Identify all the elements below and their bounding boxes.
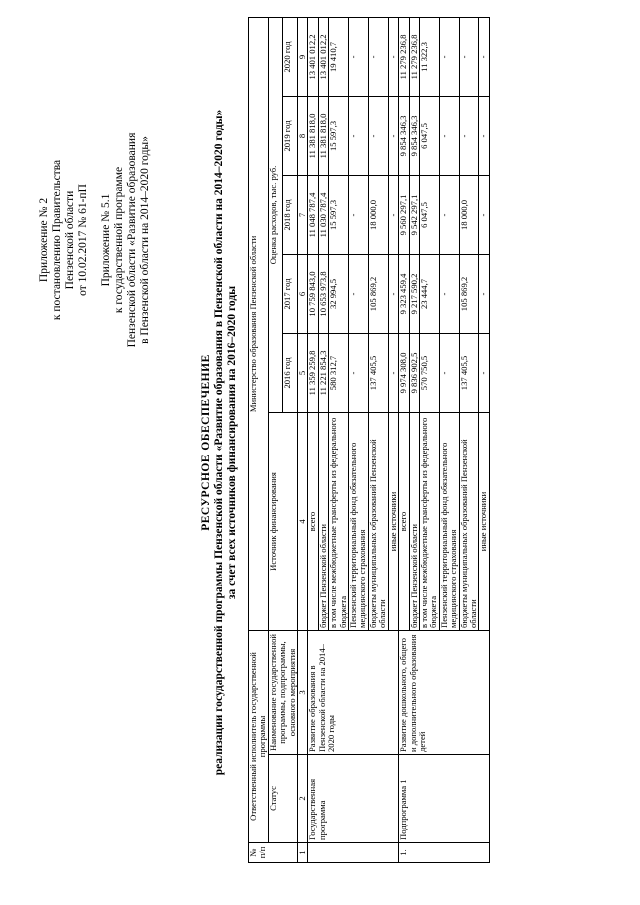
source-label: бюджеты муниципальных образований Пензенской области <box>459 413 479 631</box>
source-label: иные источники <box>388 413 398 631</box>
value-cell: 11 381 818,0 <box>318 97 328 176</box>
value-cell: 9 323 459,4 <box>399 255 409 334</box>
column-number: 7 <box>298 176 308 255</box>
value-cell: 13 401 012,2 <box>318 17 328 96</box>
value-cell: 11 030 787,4 <box>318 176 328 255</box>
value-cell: 10 653 973,8 <box>318 255 328 334</box>
value-cell: - <box>388 176 398 255</box>
value-cell: 11 359 259,8 <box>308 334 318 413</box>
column-number: 6 <box>298 255 308 334</box>
value-cell: - <box>439 17 459 96</box>
source-label: бюджет Пензенской области <box>318 413 328 631</box>
value-cell: 580 312,7 <box>329 334 349 413</box>
source-label: бюджет Пензенской области <box>409 413 419 631</box>
source-label: всего <box>399 413 409 631</box>
value-cell: - <box>349 17 369 96</box>
value-cell: 6 047,5 <box>419 97 439 176</box>
value-cell: - <box>349 334 369 413</box>
row-num: 1. <box>399 843 490 863</box>
value-cell: 6 047,5 <box>419 176 439 255</box>
value-cell: - <box>388 334 398 413</box>
table-row <box>399 17 409 862</box>
header-estimate: Оценка расходов, тыс. руб. <box>268 17 283 412</box>
value-cell: - <box>439 176 459 255</box>
value-cell: 19 410,7 <box>329 17 349 96</box>
row-name: Развитие дошкольного, общего и дополнительного образования детей <box>399 631 490 755</box>
column-number-row <box>298 17 308 862</box>
value-cell: 137 405,5 <box>368 334 388 413</box>
source-label: Пензенский территориальный фонд обязательного медицинского страхования <box>349 413 369 631</box>
header-year: 2017 год <box>283 255 298 334</box>
value-cell: - <box>459 17 479 96</box>
value-cell: 13 401 012,2 <box>308 17 318 96</box>
value-cell: 105 869,2 <box>368 255 388 334</box>
source-label: всего <box>308 413 318 631</box>
header-name: Наименование государственной программы, подпрограммы, основного мероприятия <box>268 631 297 755</box>
column-number: 5 <box>298 334 308 413</box>
value-cell: 11 279 236,8 <box>399 17 409 96</box>
column-number: 9 <box>298 17 308 96</box>
appendix-line: к постановлению Правительства <box>51 159 63 321</box>
value-cell: - <box>368 17 388 96</box>
value-cell: 137 405,5 <box>459 334 479 413</box>
value-cell: - <box>439 334 459 413</box>
appendix-line: в Пензенской области на 2014–2020 годы» <box>139 136 151 344</box>
value-cell: 9 974 308,0 <box>399 334 409 413</box>
column-number: 8 <box>298 97 308 176</box>
value-cell: 105 869,2 <box>459 255 479 334</box>
document-title <box>200 20 239 865</box>
value-cell: 9 217 590,2 <box>409 255 419 334</box>
value-cell: - <box>479 97 489 176</box>
value-cell: 11 048 787,4 <box>308 176 318 255</box>
value-cell: - <box>479 17 489 96</box>
value-cell: - <box>479 255 489 334</box>
value-cell: - <box>439 255 459 334</box>
resource-table <box>248 17 490 863</box>
value-cell: 570 750,5 <box>419 334 439 413</box>
header-row-2 <box>268 17 283 862</box>
appendix-line: Пензенской области «Развитие образования <box>126 132 138 348</box>
value-cell: 15 597,3 <box>329 176 349 255</box>
title-heading: РЕСУРСНОЕ ОБЕСПЕЧЕНИЕ <box>200 354 212 531</box>
row-status: Государственная программа <box>308 755 399 843</box>
column-number: 2 <box>298 755 308 843</box>
appendix-block <box>38 120 152 360</box>
row-name: Развитие образования в Пензенской области на 2014–2020 годы <box>308 631 399 755</box>
value-cell: 18 000,0 <box>459 176 479 255</box>
value-cell: 9 560 297,1 <box>399 176 409 255</box>
title-line-2: реализации государственной программы Пензенской области «Развитие образования в Пензенской области на 2014–2020 годы» <box>213 109 225 776</box>
appendix-line: от 10.02.2017 № 61-пП <box>77 184 89 296</box>
value-cell: - <box>459 97 479 176</box>
appendix-line: Приложение № 5.1 <box>100 193 112 287</box>
title-line-3: за счет всех источников финансирования на 2016–2020 годы <box>226 285 238 600</box>
column-number: 4 <box>298 413 308 631</box>
value-cell: - <box>368 97 388 176</box>
value-cell: 11 381 818,0 <box>308 97 318 176</box>
value-cell: - <box>479 176 489 255</box>
source-label: в том числе межбюджетные трансферты из федерального бюджета <box>329 413 349 631</box>
value-cell: 32 994,5 <box>329 255 349 334</box>
column-number: 3 <box>298 631 308 755</box>
value-cell: 9 854 346,3 <box>409 97 419 176</box>
value-cell: - <box>388 97 398 176</box>
row-status: Подпрограмма 1 <box>399 755 490 843</box>
header-executor: Ответственный исполнитель государственной программы <box>249 631 269 843</box>
column-number: 1 <box>298 843 308 863</box>
header-status: Статус <box>268 755 297 843</box>
value-cell: 23 444,7 <box>419 255 439 334</box>
value-cell: 11 221 854,3 <box>318 334 328 413</box>
value-cell: 15 597,3 <box>329 97 349 176</box>
value-cell: 9 542 297,1 <box>409 176 419 255</box>
value-cell: 11 279 236,8 <box>409 17 419 96</box>
value-cell: - <box>349 176 369 255</box>
value-cell: 10 759 843,0 <box>308 255 318 334</box>
header-year: 2016 год <box>283 334 298 413</box>
header-year: 2019 год <box>283 97 298 176</box>
source-label: бюджеты муниципальных образований Пензенской области <box>368 413 388 631</box>
value-cell: - <box>439 97 459 176</box>
value-cell: - <box>388 17 398 96</box>
header-ministry: Министерство образования Пензенской области <box>249 17 269 630</box>
value-cell: - <box>349 97 369 176</box>
source-label: Пензенский территориальный фонд обязательного медицинского страхования <box>439 413 459 631</box>
header-source: Источник финансирования <box>268 413 297 631</box>
value-cell: 9 854 346,3 <box>399 97 409 176</box>
value-cell: 11 322,3 <box>419 17 439 96</box>
value-cell: - <box>349 255 369 334</box>
header-year: 2018 год <box>283 176 298 255</box>
appendix-line: Пензенской области <box>64 190 76 290</box>
row-num <box>308 843 399 863</box>
table-body <box>308 17 489 862</box>
value-cell: - <box>479 334 489 413</box>
header-num: № п/п <box>249 843 298 863</box>
source-label: иные источники <box>479 413 489 631</box>
header-row-1 <box>249 17 269 862</box>
header-year: 2020 год <box>283 17 298 96</box>
value-cell: 18 000,0 <box>368 176 388 255</box>
value-cell: 9 836 902,5 <box>409 334 419 413</box>
table-row <box>308 17 318 862</box>
appendix-line: к государственной программе <box>113 166 125 314</box>
value-cell: - <box>388 255 398 334</box>
appendix-line: Приложение № 2 <box>38 197 50 283</box>
source-label: в том числе межбюджетные трансферты из федерального бюджета <box>419 413 439 631</box>
